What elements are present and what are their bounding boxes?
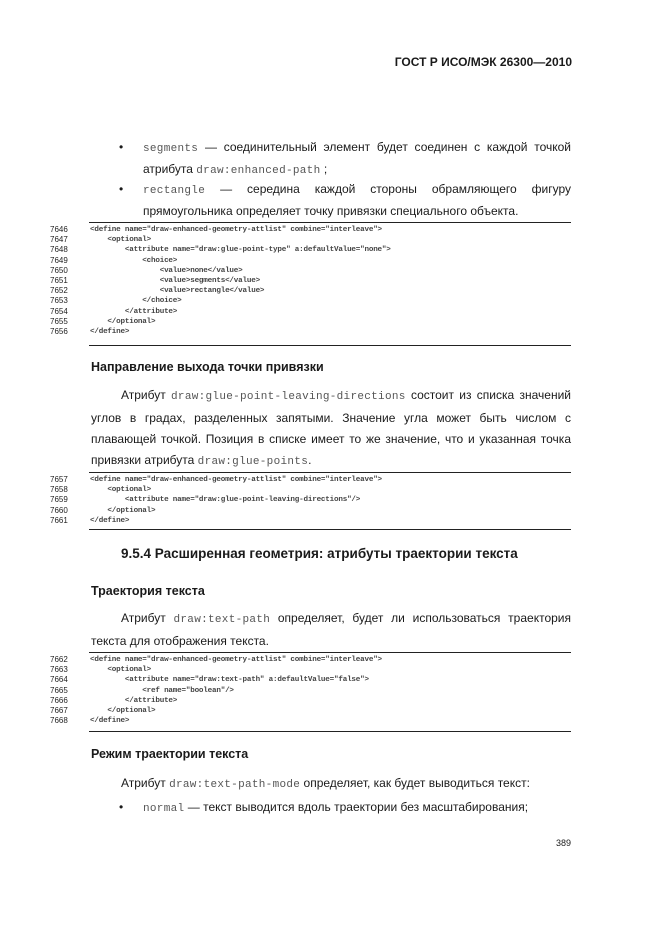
code-line	[50, 655, 571, 665]
code-line-number: 7663	[50, 665, 68, 675]
bullet-text: — середина каждой стороны обрамляющего фигуру	[205, 182, 571, 196]
code-line	[50, 485, 571, 495]
bullet-text: ;	[320, 162, 328, 176]
code-block-1	[50, 225, 571, 337]
bullet-dot: •	[119, 140, 124, 154]
code-text-path: draw:text-path	[173, 614, 271, 626]
code-line-text: <optional>	[90, 666, 151, 675]
code-line-number: 7649	[50, 255, 68, 265]
para-text: определяет, как будет выводиться текст:	[300, 776, 530, 790]
code-glue-points: draw:glue-points	[197, 456, 309, 468]
code-enhanced-path: draw:enhanced-path	[196, 165, 321, 177]
code-rule-bottom	[89, 731, 571, 732]
code-text-path-mode: draw:text-path-mode	[169, 779, 301, 791]
code-line-text: <define name="draw-enhanced-geometry-attlist" combine="interleave">	[90, 656, 382, 664]
code-line-number: 7658	[50, 485, 68, 495]
para-text: Атрибут	[121, 611, 174, 625]
code-line-text: <value>rectangle</value>	[90, 287, 265, 296]
code-line-number: 7654	[50, 306, 68, 316]
code-line-text: <value>none</value>	[90, 266, 243, 275]
code-line-text: </attribute>	[90, 307, 178, 316]
code-line	[50, 686, 571, 696]
code-line	[50, 506, 571, 516]
bullet-text: прямоугольника определяет точку привязки специального объекта.	[143, 204, 519, 218]
bullet-dot: •	[119, 800, 124, 814]
code-line-number: 7656	[50, 326, 68, 336]
code-line-text: <optional>	[90, 486, 151, 495]
code-line	[50, 495, 571, 505]
code-line-number: 7652	[50, 286, 68, 296]
code-line	[50, 516, 571, 526]
para-text: состоит из списка значений углов в градах, разделенных запятыми. Значение угла может быть числом с плавающей точкой. Позиция в списке имеет то же значение, что и указанная точка привязки атрибута	[91, 388, 571, 467]
code-block-3	[50, 655, 571, 726]
code-rule-bottom	[89, 345, 571, 346]
code-line-number: 7668	[50, 716, 68, 726]
code-line-text: </define>	[90, 717, 130, 726]
code-line-number: 7667	[50, 705, 68, 715]
code-line-text: </choice>	[90, 297, 182, 306]
code-segments: segments	[143, 143, 199, 155]
code-line-number: 7646	[50, 225, 68, 234]
code-rule-top	[89, 652, 571, 653]
code-line-number: 7661	[50, 515, 68, 525]
paragraph-leaving	[91, 385, 571, 473]
code-line	[50, 286, 571, 296]
code-line-number: 7653	[50, 296, 68, 306]
para-text: Атрибут	[121, 388, 172, 402]
code-rule-top	[89, 472, 571, 473]
code-block-2	[50, 475, 571, 526]
code-line-text: </define>	[90, 516, 130, 525]
code-line-number: 7665	[50, 685, 68, 695]
code-line	[50, 327, 571, 337]
bullet-rectangle	[91, 179, 571, 221]
para-text: Атрибут	[121, 776, 170, 790]
bullet-dot: •	[119, 182, 124, 196]
code-glue-point-leaving: draw:glue-point-leaving-directions	[171, 391, 406, 403]
standard-header: ГОСТ Р ИСО/МЭК 26300—2010	[394, 55, 572, 69]
bullet-text: — соединительный элемент будет соединен с каждой точкой	[198, 140, 571, 154]
code-line-text: </define>	[90, 327, 130, 336]
code-rule-bottom	[89, 529, 571, 530]
bullet-text: — текст выводится вдоль траектории без масштабирования;	[184, 800, 529, 814]
code-line	[50, 296, 571, 306]
code-line	[50, 317, 571, 327]
code-line	[50, 716, 571, 726]
code-line	[50, 307, 571, 317]
code-line	[50, 235, 571, 245]
code-line-text: </optional>	[90, 506, 156, 515]
code-line	[50, 266, 571, 276]
code-line-text: <value>segments</value>	[90, 276, 260, 285]
code-line-text: </optional>	[90, 706, 156, 715]
bullet-segments	[91, 137, 571, 181]
code-line-text: <choice>	[90, 256, 178, 265]
heading-text-path-mode: Режим траектории текста	[91, 747, 249, 761]
code-line	[50, 706, 571, 716]
code-line-number: 7662	[50, 655, 68, 664]
bullet-normal	[91, 797, 571, 819]
code-line-number: 7657	[50, 475, 68, 484]
code-line	[50, 245, 571, 255]
code-line-number: 7651	[50, 275, 68, 285]
code-line	[50, 225, 571, 235]
code-line-text: </attribute>	[90, 696, 178, 705]
code-line	[50, 675, 571, 685]
bullet-text: атрибута	[143, 162, 197, 176]
code-line-text: <define name="draw-enhanced-geometry-attlist" combine="interleave">	[90, 476, 382, 484]
para-text: определяет, будет ли использоваться траектория текста для отображения текста.	[91, 611, 571, 648]
code-line	[50, 256, 571, 266]
code-line-number: 7650	[50, 265, 68, 275]
code-line	[50, 665, 571, 675]
code-rectangle: rectangle	[143, 185, 206, 197]
code-line-number: 7659	[50, 495, 68, 505]
code-line-number: 7655	[50, 316, 68, 326]
code-line-number: 7664	[50, 675, 68, 685]
code-line-text: <attribute name="draw:glue-point-type" a:defaultValue="none">	[90, 246, 391, 255]
paragraph-text-path	[91, 608, 571, 652]
code-line	[50, 475, 571, 485]
code-line-number: 7648	[50, 245, 68, 255]
code-line-text: <ref name="boolean"/>	[90, 686, 234, 695]
code-line-text: <optional>	[90, 236, 151, 245]
code-normal: normal	[143, 803, 185, 815]
heading-text-path: Траектория текста	[91, 584, 205, 598]
code-line-text: <attribute name="draw:text-path" a:defaultValue="false">	[90, 676, 369, 685]
code-line-text: <define name="draw-enhanced-geometry-attlist" combine="interleave">	[90, 226, 382, 234]
section-title-954: 9.5.4 Расширенная геометрия: атрибуты траектории текста	[121, 546, 518, 561]
code-line	[50, 696, 571, 706]
paragraph-text-path-mode	[91, 773, 571, 796]
code-line	[50, 276, 571, 286]
para-text: .	[308, 453, 312, 467]
code-line-text: </optional>	[90, 317, 156, 326]
code-line-number: 7660	[50, 505, 68, 515]
code-line-number: 7666	[50, 695, 68, 705]
code-line-number: 7647	[50, 235, 68, 245]
heading-leaving-direction: Направление выхода точки привязки	[91, 360, 324, 374]
page-number: 389	[555, 838, 571, 848]
code-rule-top	[89, 222, 571, 223]
code-line-text: <attribute name="draw:glue-point-leaving-directions"/>	[90, 496, 361, 505]
